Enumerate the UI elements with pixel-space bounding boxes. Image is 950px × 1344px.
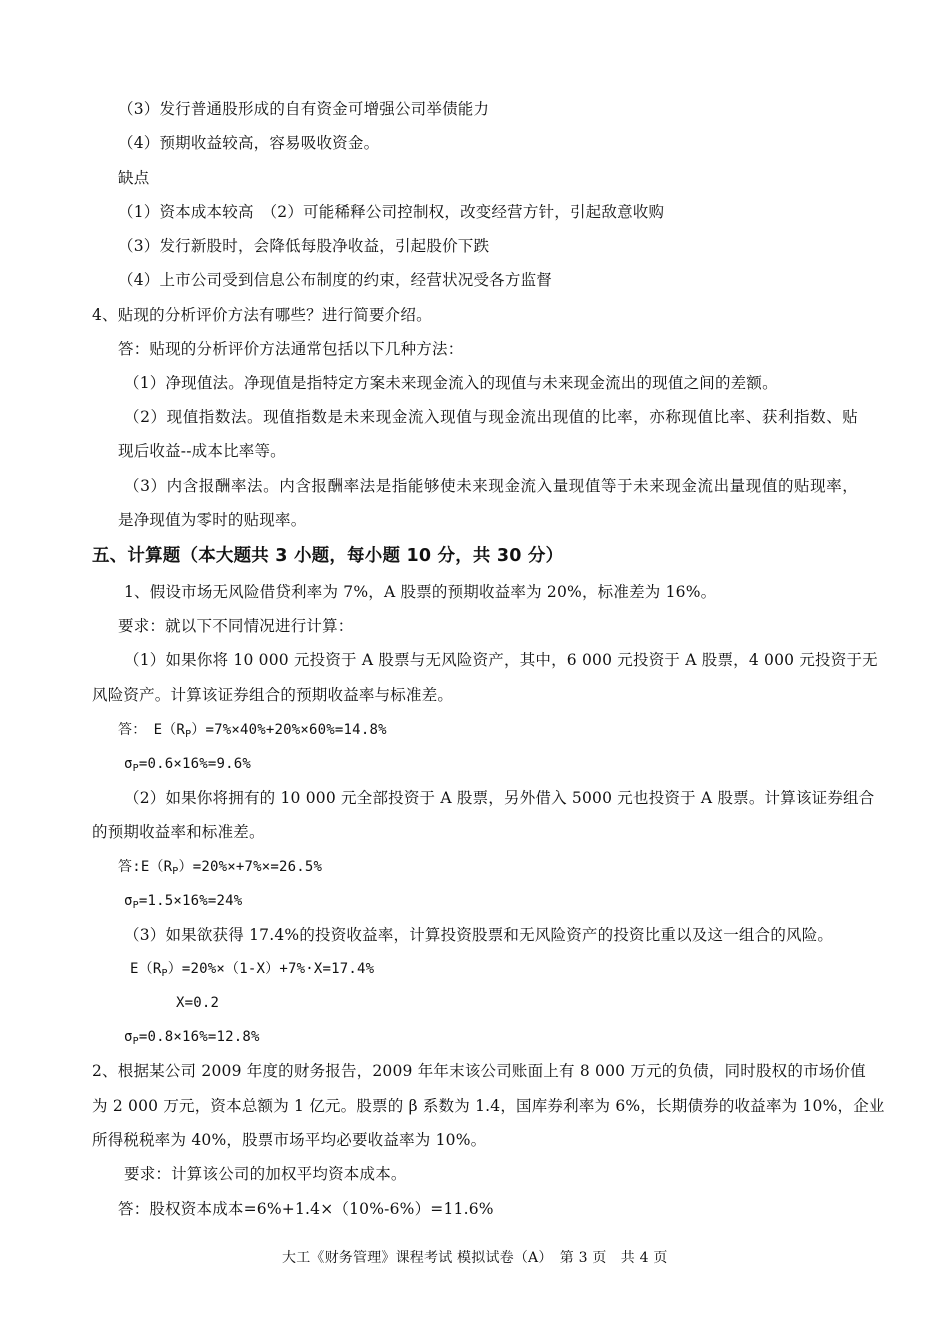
- text-line: 风险资产。计算该证券组合的预期收益率与标准差。: [92, 686, 454, 704]
- formula-line: $\sigma_P=0.8\times 16\%=12.8\%$: [124, 1029, 260, 1047]
- formula-line: X=0.2: [176, 995, 220, 1011]
- formula-line: $E(R_P)=20\%\times(1-X)+7\%\cdot X=17.4\%$: [130, 961, 375, 979]
- question-1: 1、假设市场无风险借贷利率为 7%，A 股票的预期收益率为 20%，标准差为 16%。: [124, 583, 717, 601]
- answer-line: 答：股权资本成本=6%+1.4×（10%-6%）=11.6%: [118, 1200, 494, 1218]
- text-line: 为 2 000 万元，资本总额为 1 亿元。股票的 β 系数为 1.4，国库券利率为 6%，长期债券的收益率为 10%，企业: [92, 1097, 885, 1115]
- formula-line: 答$:E(R_P)=20\%\times+7\%\times=26.5\%$: [118, 859, 323, 877]
- section-label-disadvantages: 缺点: [118, 169, 150, 187]
- text-line: 要求：就以下不同情况进行计算：: [118, 617, 354, 635]
- text-line: （3）发行新股时，会降低每股净收益，引起股价下跌: [118, 237, 490, 255]
- formula-line: $\sigma_P=0.6\times 16\%=9.6\%$: [124, 756, 252, 774]
- text-line: （1）如果你将 10 000 元投资于 A 股票与无风险资产，其中，6 000 元投资于 A 股票，4 000 元投资于无: [124, 651, 878, 669]
- answer-line: 答：贴现的分析评价方法通常包括以下几种方法：: [118, 340, 464, 358]
- text-line: （2）现值指数法。现值指数是未来现金流入现值与现金流出现值的比率，亦称现值比率、获利指数、贴: [124, 408, 858, 426]
- page-footer: 大工《财务管理》课程考试 模拟试卷（A） 第 3 页 共 4 页: [282, 1250, 668, 1266]
- text-line: （2）如果你将拥有的 10 000 元全部投资于 A 股票，另外借入 5000 元也投资于 A 股票。计算该证券组合: [124, 789, 875, 807]
- text-line: 是净现值为零时的贴现率。: [118, 511, 307, 529]
- text-line: 的预期收益率和标准差。: [92, 823, 265, 841]
- text-line: （1）净现值法。净现值是指特定方案未来现金流入的现值与未来现金流出的现值之间的差额。: [124, 374, 778, 392]
- text-line: 所得税税率为 40%，股票市场平均必要收益率为 10%。: [92, 1131, 487, 1149]
- text-line: （4）预期收益较高，容易吸收资金。: [118, 134, 380, 152]
- text-line: （3）发行普通股形成的自有资金可增强公司举债能力: [118, 100, 490, 118]
- text-line: （3）如果欲获得 17.4%的投资收益率，计算投资股票和无风险资产的投资比重以及这一组合的风险。: [124, 926, 834, 944]
- text-line: （1）资本成本较高 （2）可能稀释公司控制权，改变经营方针，引起敌意收购: [118, 203, 665, 221]
- text-line: 现后收益--成本比率等。: [118, 442, 286, 460]
- text-line: （4）上市公司受到信息公布制度的约束，经营状况受各方监督: [118, 271, 552, 289]
- formula-line: $\sigma_P=1.5\times 16\%=24\%$: [124, 893, 243, 911]
- question-4: 4、贴现的分析评价方法有哪些？进行简要介绍。: [92, 306, 432, 324]
- text-line: （3）内含报酬率法。内含报酬率法是指能够使未来现金流入量现值等于未来现金流出量现值的贴现率，: [124, 477, 858, 495]
- formula-line: 答： $E(R_P)=7\%\times 40\%+20\%\times 60\%=14.8\%$: [118, 722, 387, 740]
- question-2: 2、根据某公司 2009 年度的财务报告，2009 年年末该公司账面上有 8 000 万元的负债，同时股权的市场价值: [92, 1062, 866, 1080]
- section-heading: 五、计算题（本大题共 3 小题，每小题 10 分，共 30 分）: [92, 546, 564, 566]
- text-line: 要求：计算该公司的加权平均资本成本。: [124, 1165, 407, 1183]
